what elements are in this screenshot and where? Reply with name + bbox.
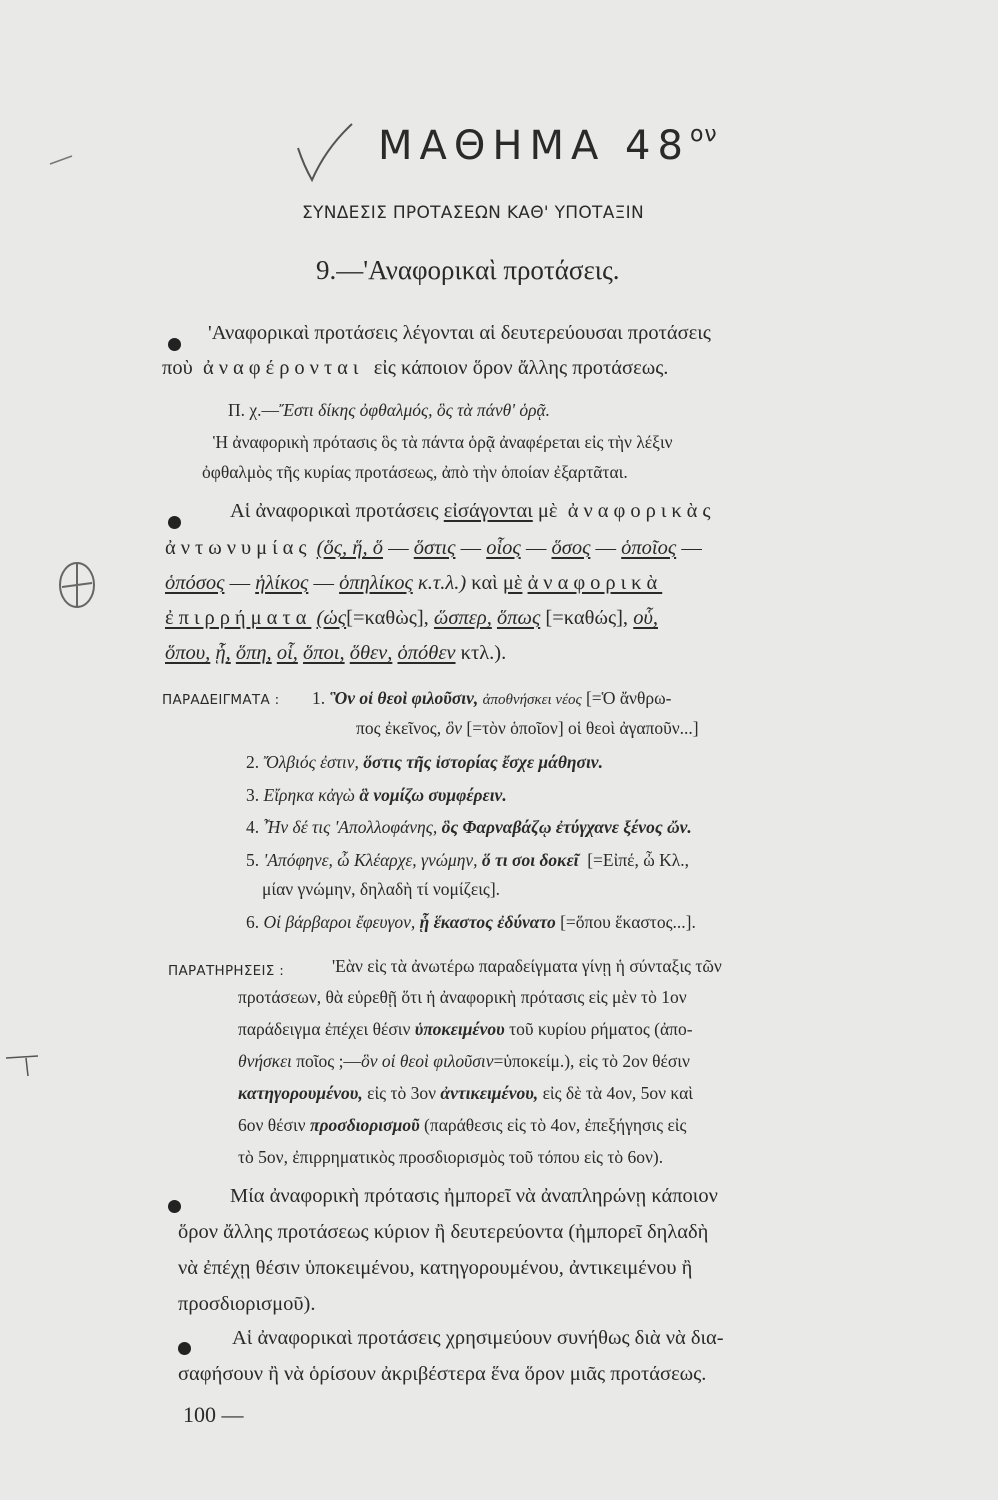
remarks-line-7: τὸ 5ον, ἐπιρρηματικὸς προσδιορισμὸς τοῦ τόπου εἰς τὸ 6ον). bbox=[238, 1147, 664, 1167]
examples-label: ΠΑΡΑΔΕΙΓΜΑΤΑ : bbox=[162, 692, 280, 708]
intro-line-2: ποὺ ἀναφέρονται εἰς κάποιον ὅρον ἄλλης προτάσεως. bbox=[162, 357, 669, 379]
remarks-line-1: 'Εὰν εἰς τὰ ἀνωτέρω παραδείγματα γίνῃ ἡ σύνταξις τῶν bbox=[332, 956, 722, 976]
example-line: Π. χ.—Ἔστι δίκης ὀφθαλμός, ὃς τὰ πάνθ' ὁρᾷ. bbox=[228, 400, 551, 420]
example-2: 2. Ὄλβιός ἐστιν, ὅστις τῆς ἱστορίας ἔσχε μάθησιν. bbox=[246, 752, 603, 772]
remarks-line-2: προτάσεων, θὰ εὑρεθῇ ὅτι ἡ ἀναφορικὴ πρότασις εἰς μὲν τὸ 1ον bbox=[238, 987, 687, 1007]
note-line-2: ὀφθαλμὸς τῆς κυρίας προτάσεως, ἀπὸ τὴν ὁποίαν ἐξαρτᾶται. bbox=[202, 462, 628, 482]
example-5: 5. 'Απόφηνε, ὦ Κλέαρχε, γνώμην, ὅ τι σοι δοκεῖ [=Εἰπέ, ὦ Κλ., bbox=[246, 850, 690, 870]
checkmark-icon bbox=[290, 118, 360, 188]
example-1-cont: πος ἐκεῖνος, ὃν [=τὸν ὁποῖον] οἱ θεοὶ ἀγαποῦν...] bbox=[356, 718, 699, 738]
para2-line-3: νὰ ἐπέχῃ θέσιν ὑποκειμένου, κατηγορουμένου, ἀντικειμένου ἢ bbox=[178, 1257, 693, 1279]
pronouns-line-5: ὅπου, ᾗ, ὅπη, οἷ, ὅποι, ὅθεν, ὁπόθεν κτλ.). bbox=[165, 642, 507, 664]
bullet-icon bbox=[168, 338, 181, 351]
example-3: 3. Εἴρηκα κἀγὼ ἃ νομίζω συμφέρειν. bbox=[246, 785, 507, 805]
pronouns-line-1: Αἱ ἀναφορικαὶ προτάσεις εἰσάγονται μὲ ἀναφορικὰς bbox=[230, 500, 716, 522]
pronouns-line-2: ἀντωνυμίας (ὅς, ἥ, ὅ — ὅστις — οἷος — ὅσος — ὁποῖος — bbox=[165, 537, 702, 559]
section-heading: 9.—'Αναφορικαὶ προτάσεις. bbox=[316, 255, 620, 285]
intro-line-1: 'Αναφορικαὶ προτάσεις λέγονται αἱ δευτερεύουσαι προτάσεις bbox=[208, 322, 711, 344]
pronouns-line-4: ἐπιρρήματα (ὡς[=καθὼς], ὥσπερ, ὅπως [=καθώς], οὗ, bbox=[165, 607, 658, 629]
para2-line-4: προσδιορισμοῦ). bbox=[178, 1293, 316, 1315]
remarks-line-5: κατηγορουμένου, εἰς τὸ 3ον ἀντικειμένου, εἰς δὲ τὰ 4ον, 5ον καὶ bbox=[238, 1083, 693, 1103]
note-line-1: Ἡ ἀναφορικὴ πρότασις ὃς τὰ πάντα ὁρᾷ ἀναφέρεται εἰς τὴν λέξιν bbox=[213, 432, 673, 452]
lesson-title: ΜΑΘΗΜΑ $48^{o\nu}$ bbox=[378, 122, 718, 169]
para2-line-1: Μία ἀναφορικὴ πρότασις ἠμπορεῖ νὰ ἀναπληρώνῃ κάποιον bbox=[230, 1185, 718, 1207]
bullet-icon bbox=[168, 1200, 181, 1213]
example-4: 4. Ἦν δέ τις 'Απολλοφάνης, ὃς Φαρναβάζῳ ἐτύγχανε ξένος ὤν. bbox=[246, 817, 692, 837]
para3-line-2: σαφήσουν ἢ νὰ ὁρίσουν ἀκριβέστερα ἕνα ὅρον μιᾶς προτάσεως. bbox=[178, 1363, 707, 1385]
example-5-cont: μίαν γνώμην, δηλαδὴ τί νομίζεις]. bbox=[262, 879, 501, 899]
bullet-icon bbox=[178, 1342, 191, 1355]
page-number: 100 — bbox=[183, 1402, 244, 1427]
remarks-label: ΠΑΡΑΤΗΡΗΣΕΙΣ : bbox=[168, 963, 285, 979]
remarks-line-3: παράδειγμα ἐπέχει θέσιν ὑποκειμένου τοῦ κυρίου ρήματος (ἀπο- bbox=[238, 1019, 693, 1039]
remarks-line-4: θνήσκει ποῖος ;—ὃν οἱ θεοὶ φιλοῦσιν=ὑποκείμ.), εἰς τὸ 2ον θέσιν bbox=[238, 1051, 690, 1071]
chapter-subtitle: ΣΥΝΔΕΣΙΣ ΠΡΟΤΑΣΕΩΝ ΚΑΘ' ΥΠΟΤΑΞΙΝ bbox=[302, 203, 645, 223]
circled-cross-icon bbox=[52, 555, 102, 615]
para3-line-1: Αἱ ἀναφορικαὶ προτάσεις χρησιμεύουν συνήθως διὰ νὰ δια- bbox=[232, 1327, 724, 1349]
bullet-icon bbox=[168, 516, 181, 529]
pencil-mark-icon bbox=[48, 150, 78, 170]
para2-line-2: ὅρον ἄλλης προτάσεως κύριον ἢ δευτερεύοντα (ἠμπορεῖ δηλαδὴ bbox=[178, 1221, 709, 1243]
remarks-line-6: 6ον θέσιν προσδιορισμοῦ (παράθεσις εἰς τὸ 4ον, ἐπεξήγησις εἰς bbox=[238, 1115, 687, 1135]
example-6: 6. Οἱ βάρβαροι ἔφευγον, ᾗ ἕκαστος ἐδύνατο [=ὅπου ἕκαστος...]. bbox=[246, 912, 696, 932]
pronouns-line-3: ὁπόσος — ἡλίκος — ὁπηλίκος κ.τ.λ.) καὶ μὲ ἀναφορικὰ bbox=[165, 572, 663, 594]
example-1: 1. Ὃν οἱ θεοὶ φιλοῦσιν, ἀποθνήσκει νέος [=Ὁ ἄνθρω- bbox=[312, 688, 672, 708]
pencil-tick-icon bbox=[4, 1050, 44, 1080]
